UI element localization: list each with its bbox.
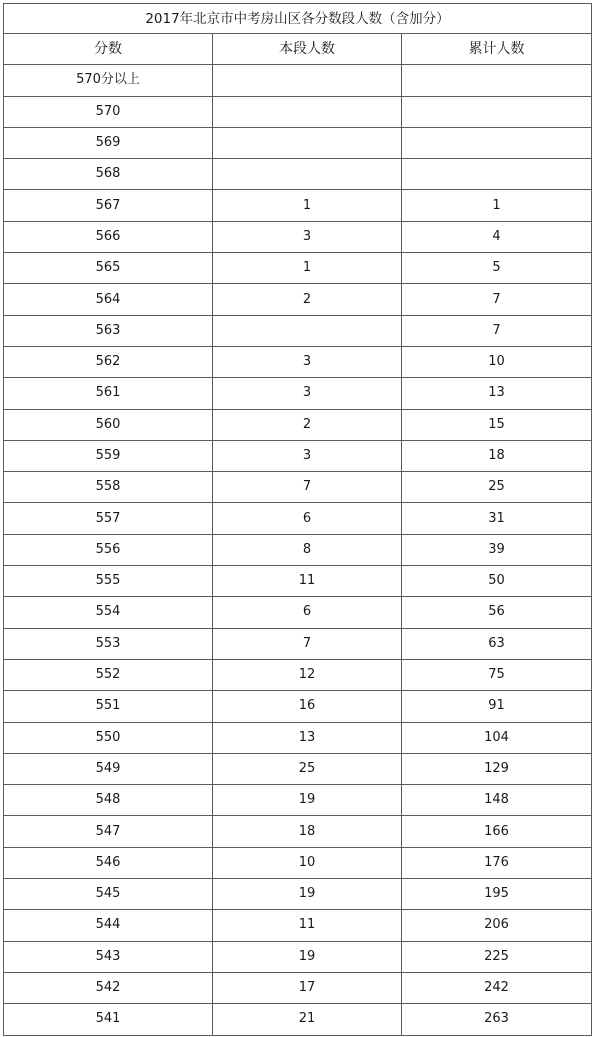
- cumulative-count-cell: 10: [402, 346, 592, 377]
- segment-count-cell: 10: [213, 847, 402, 878]
- score-cell: 557: [4, 503, 213, 534]
- table-row: [4, 127, 592, 158]
- table-row: [4, 96, 592, 127]
- score-cell: 551: [4, 691, 213, 722]
- table-row: [4, 816, 592, 847]
- table-row: [4, 159, 592, 190]
- table-row: [4, 253, 592, 284]
- cumulative-count-cell: [402, 127, 592, 158]
- cumulative-count-cell: 176: [402, 847, 592, 878]
- segment-count-cell: 7: [213, 472, 402, 503]
- score-cell: 561: [4, 378, 213, 409]
- table-row: [4, 941, 592, 972]
- score-cell: 552: [4, 659, 213, 690]
- segment-count-cell: 6: [213, 597, 402, 628]
- segment-count-cell: 8: [213, 534, 402, 565]
- segment-count-cell: [213, 315, 402, 346]
- table-row: [4, 346, 592, 377]
- header-score: 分数: [4, 34, 213, 65]
- cumulative-count-cell: 166: [402, 816, 592, 847]
- segment-count-cell: 3: [213, 440, 402, 471]
- table-row: [4, 409, 592, 440]
- cumulative-count-cell: 129: [402, 753, 592, 784]
- table-row: [4, 597, 592, 628]
- cumulative-count-cell: 50: [402, 566, 592, 597]
- header-row: [4, 34, 592, 65]
- table-title: 2017年北京市中考房山区各分数段人数（含加分）: [4, 4, 592, 34]
- score-cell: 567: [4, 190, 213, 221]
- segment-count-cell: 11: [213, 910, 402, 941]
- score-cell: 545: [4, 879, 213, 910]
- segment-count-cell: 3: [213, 346, 402, 377]
- segment-count-cell: 2: [213, 284, 402, 315]
- table-row: [4, 440, 592, 471]
- score-cell: 559: [4, 440, 213, 471]
- score-cell: 569: [4, 127, 213, 158]
- cumulative-count-cell: 7: [402, 284, 592, 315]
- cumulative-count-cell: [402, 159, 592, 190]
- score-cell: 553: [4, 628, 213, 659]
- segment-count-cell: 3: [213, 378, 402, 409]
- cumulative-count-cell: 39: [402, 534, 592, 565]
- cumulative-count-cell: 104: [402, 722, 592, 753]
- cumulative-count-cell: 25: [402, 472, 592, 503]
- table-row: [4, 503, 592, 534]
- cumulative-count-cell: 75: [402, 659, 592, 690]
- segment-count-cell: 6: [213, 503, 402, 534]
- table-row: [4, 910, 592, 941]
- score-cell: 566: [4, 221, 213, 252]
- table-row: [4, 190, 592, 221]
- table-row: [4, 659, 592, 690]
- score-cell: 563: [4, 315, 213, 346]
- table-row: [4, 284, 592, 315]
- score-cell: 560: [4, 409, 213, 440]
- segment-count-cell: 2: [213, 409, 402, 440]
- score-cell: 549: [4, 753, 213, 784]
- cumulative-count-cell: 195: [402, 879, 592, 910]
- cumulative-count-cell: [402, 65, 592, 96]
- table-row: [4, 315, 592, 346]
- table-row: [4, 221, 592, 252]
- table-row: [4, 65, 592, 96]
- cumulative-count-cell: 1: [402, 190, 592, 221]
- segment-count-cell: 12: [213, 659, 402, 690]
- score-distribution-table: [3, 3, 592, 1036]
- cumulative-count-cell: 7: [402, 315, 592, 346]
- segment-count-cell: [213, 127, 402, 158]
- header-cumulative-count: 累计人数: [402, 34, 592, 65]
- segment-count-cell: 13: [213, 722, 402, 753]
- table-row: [4, 847, 592, 878]
- score-cell: 555: [4, 566, 213, 597]
- segment-count-cell: 19: [213, 941, 402, 972]
- cumulative-count-cell: 63: [402, 628, 592, 659]
- segment-count-cell: 7: [213, 628, 402, 659]
- cumulative-count-cell: 18: [402, 440, 592, 471]
- table-row: [4, 879, 592, 910]
- cumulative-count-cell: 4: [402, 221, 592, 252]
- score-cell: 542: [4, 972, 213, 1003]
- segment-count-cell: [213, 159, 402, 190]
- cumulative-count-cell: 5: [402, 253, 592, 284]
- cumulative-count-cell: 242: [402, 972, 592, 1003]
- title-row: [4, 4, 592, 34]
- table-row: [4, 534, 592, 565]
- score-cell: 547: [4, 816, 213, 847]
- score-cell: 556: [4, 534, 213, 565]
- segment-count-cell: 19: [213, 879, 402, 910]
- score-cell: 570分以上: [4, 65, 213, 96]
- score-cell: 562: [4, 346, 213, 377]
- score-cell: 541: [4, 1004, 213, 1035]
- segment-count-cell: 21: [213, 1004, 402, 1035]
- table-row: [4, 378, 592, 409]
- cumulative-count-cell: 15: [402, 409, 592, 440]
- segment-count-cell: 25: [213, 753, 402, 784]
- score-cell: 544: [4, 910, 213, 941]
- cumulative-count-cell: 263: [402, 1004, 592, 1035]
- segment-count-cell: 16: [213, 691, 402, 722]
- cumulative-count-cell: 206: [402, 910, 592, 941]
- cumulative-count-cell: 13: [402, 378, 592, 409]
- table-row: [4, 972, 592, 1003]
- score-cell: 564: [4, 284, 213, 315]
- table-body: [4, 65, 592, 1035]
- score-cell: 568: [4, 159, 213, 190]
- table-row: [4, 472, 592, 503]
- score-cell: 570: [4, 96, 213, 127]
- segment-count-cell: 19: [213, 785, 402, 816]
- table-row: [4, 785, 592, 816]
- score-cell: 543: [4, 941, 213, 972]
- header-segment-count: 本段人数: [213, 34, 402, 65]
- segment-count-cell: [213, 65, 402, 96]
- segment-count-cell: 1: [213, 190, 402, 221]
- table-row: [4, 628, 592, 659]
- score-cell: 565: [4, 253, 213, 284]
- segment-count-cell: 1: [213, 253, 402, 284]
- table-row: [4, 691, 592, 722]
- segment-count-cell: 18: [213, 816, 402, 847]
- cumulative-count-cell: [402, 96, 592, 127]
- table-row: [4, 566, 592, 597]
- score-cell: 546: [4, 847, 213, 878]
- segment-count-cell: 17: [213, 972, 402, 1003]
- cumulative-count-cell: 56: [402, 597, 592, 628]
- cumulative-count-cell: 91: [402, 691, 592, 722]
- score-cell: 558: [4, 472, 213, 503]
- table-row: [4, 722, 592, 753]
- score-cell: 554: [4, 597, 213, 628]
- segment-count-cell: [213, 96, 402, 127]
- cumulative-count-cell: 148: [402, 785, 592, 816]
- table-row: [4, 753, 592, 784]
- score-cell: 548: [4, 785, 213, 816]
- table-row: [4, 1004, 592, 1035]
- score-cell: 550: [4, 722, 213, 753]
- cumulative-count-cell: 225: [402, 941, 592, 972]
- segment-count-cell: 11: [213, 566, 402, 597]
- cumulative-count-cell: 31: [402, 503, 592, 534]
- segment-count-cell: 3: [213, 221, 402, 252]
